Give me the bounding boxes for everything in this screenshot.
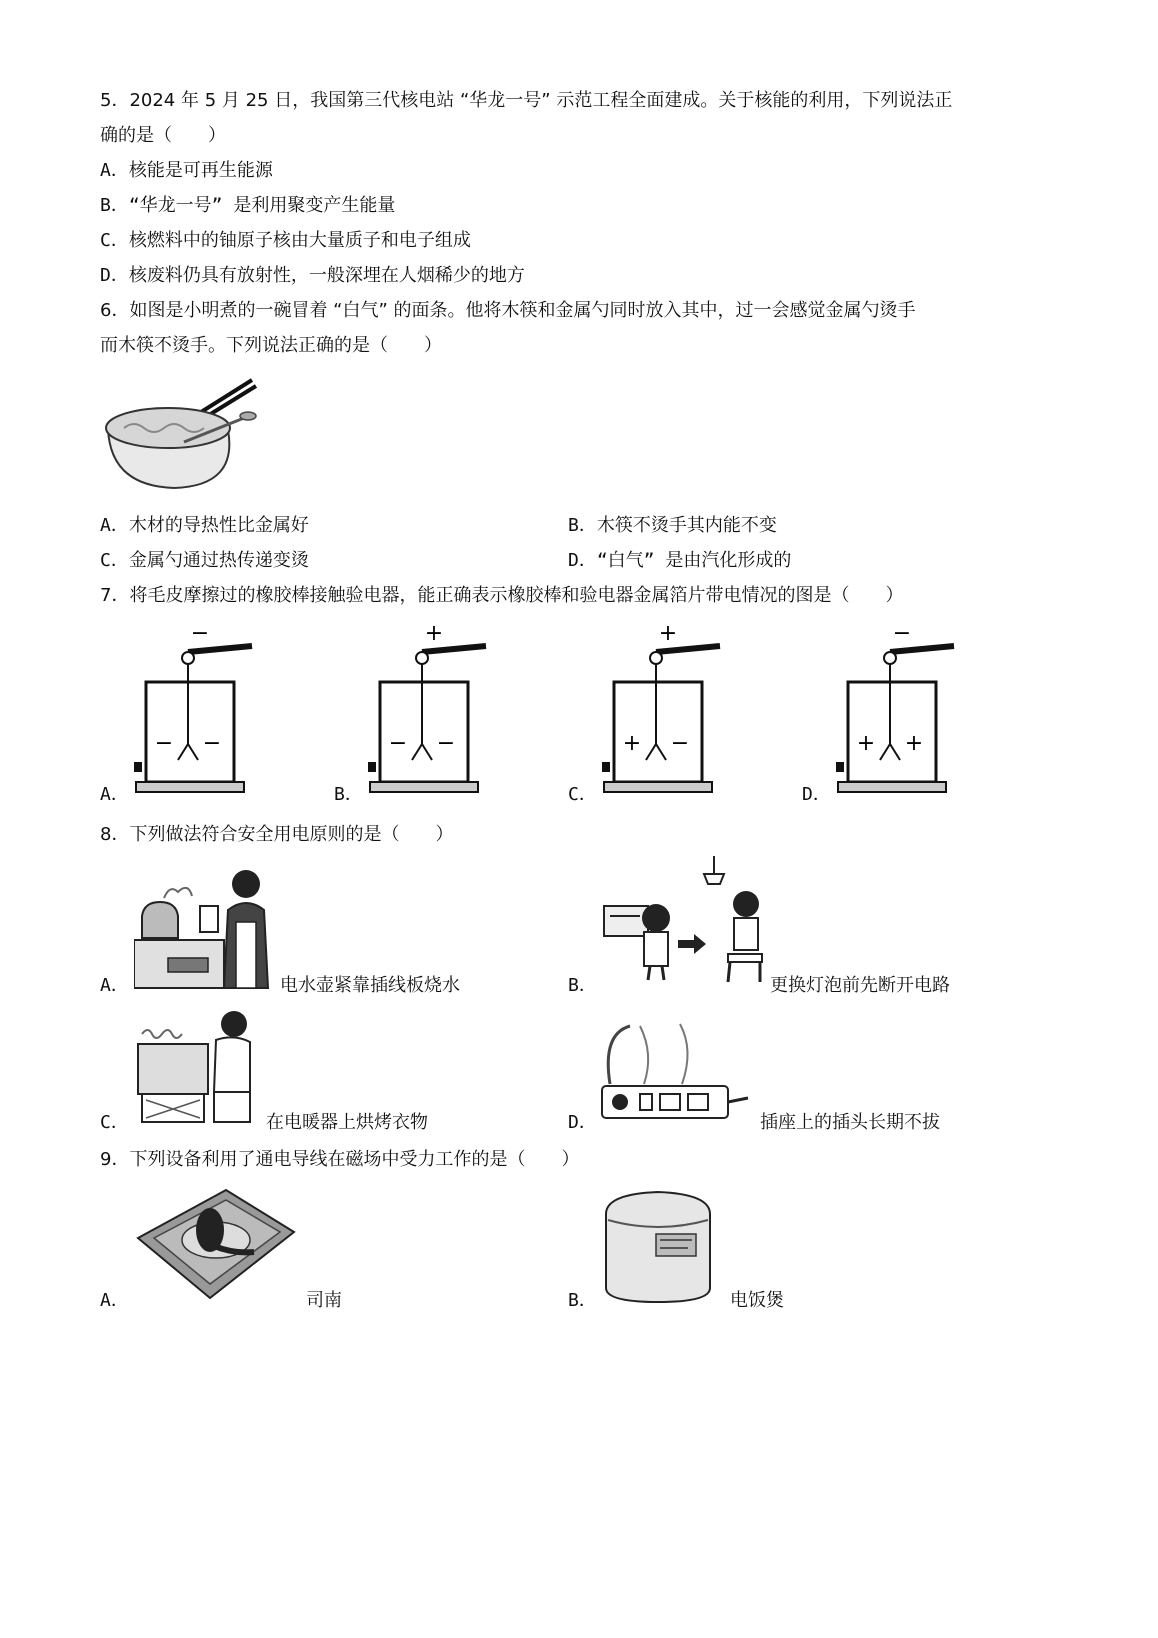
leaf-right-charge-a: −: [202, 731, 222, 756]
q6-stem-line1: 6．如图是小明煮的一碗冒着 “白气” 的面条。他将木筷和金属勺同时放入其中，过一会感觉金属勺烫手: [100, 300, 916, 321]
q8-option-a-caption: 电水壶紧靠插线板烧水: [280, 975, 460, 996]
electroscope-c: [596, 624, 726, 800]
leaf-left-charge-b: −: [388, 731, 408, 756]
q7-panel-label-c: C．: [568, 784, 597, 805]
q5-option-b: B．“华龙一号” 是利用聚变产生能量: [100, 195, 396, 216]
q6-option-c: C．金属勺通过热传递变烫: [100, 550, 309, 571]
q8-option-a-letter: A．: [100, 975, 129, 996]
kettle-near-powerstrip-figure: [134, 868, 274, 990]
q7-panel-label-a: A．: [100, 784, 129, 805]
q8-option-d-letter: D．: [568, 1112, 597, 1133]
q8-option-c-caption: 在电暖器上烘烤衣物: [266, 1112, 428, 1133]
change-bulb-figure: [600, 856, 766, 986]
q8-option-b-letter: B．: [568, 975, 597, 996]
q9-option-a-letter: A．: [100, 1290, 129, 1311]
power-strip-figure: [600, 1022, 750, 1132]
q5-option-d: D．核废料仍具有放射性，一般深埋在人烟稀少的地方: [100, 265, 525, 286]
sinan-compass-figure: [134, 1186, 298, 1304]
leaf-right-charge-b: −: [436, 731, 456, 756]
q9-stem: 9．下列设备利用了通电导线在磁场中受力工作的是（ ）: [100, 1149, 580, 1170]
q5-stem-line1: 5．2024 年 5 月 25 日，我国第三代核电站 “华龙一号” 示范工程全面建成。关于核能的利用，下列说法正: [100, 90, 953, 111]
q9-option-b-caption: 电饭煲: [730, 1290, 784, 1311]
electroscope-d: [830, 624, 960, 800]
leaf-left-charge-d: +: [856, 731, 876, 756]
q7-stem: 7．将毛皮摩擦过的橡胶棒接触验电器，能正确表示橡胶棒和验电器金属箔片带电情况的图是（ ）: [100, 585, 904, 606]
rod-charge-c: +: [658, 624, 678, 646]
leaf-right-charge-c: −: [670, 731, 690, 756]
rod-charge-d: −: [892, 624, 912, 646]
q5-option-c: C．核燃料中的铀原子核由大量质子和电子组成: [100, 230, 471, 251]
q6-stem-line2: 而木筷不烫手。下列说法正确的是（ ）: [100, 335, 442, 356]
rod-charge-a: −: [190, 624, 210, 646]
noodle-bowl-figure: [104, 376, 264, 496]
leaf-left-charge-c: +: [622, 731, 642, 756]
q8-option-c-letter: C．: [100, 1112, 129, 1133]
q8-option-b-caption: 更换灯泡前先断开电路: [770, 975, 950, 996]
q7-panel-label-d: D．: [802, 784, 831, 805]
q6-option-a: A．木材的导热性比金属好: [100, 515, 309, 536]
q5-stem-line2: 确的是（ ）: [100, 125, 226, 146]
electroscope-b: [362, 624, 492, 800]
heater-drying-clothes-figure: [134, 1010, 258, 1126]
leaf-right-charge-d: +: [904, 731, 924, 756]
leaf-left-charge-a: −: [154, 731, 174, 756]
q6-option-b: B．木筷不烫手其内能不变: [568, 515, 777, 536]
q5-option-a: A．核能是可再生能源: [100, 160, 273, 181]
q8-stem: 8．下列做法符合安全用电原则的是（ ）: [100, 824, 454, 845]
rod-charge-b: +: [424, 624, 444, 646]
q9-option-a-caption: 司南: [306, 1290, 342, 1311]
electroscope-a: [128, 624, 258, 800]
q8-option-d-caption: 插座上的插头长期不拔: [760, 1112, 940, 1133]
q7-panel-label-b: B．: [334, 784, 363, 805]
q6-option-d: D．“白气” 是由汽化形成的: [568, 550, 792, 571]
rice-cooker-figure: [600, 1188, 716, 1306]
q9-option-b-letter: B．: [568, 1290, 597, 1311]
